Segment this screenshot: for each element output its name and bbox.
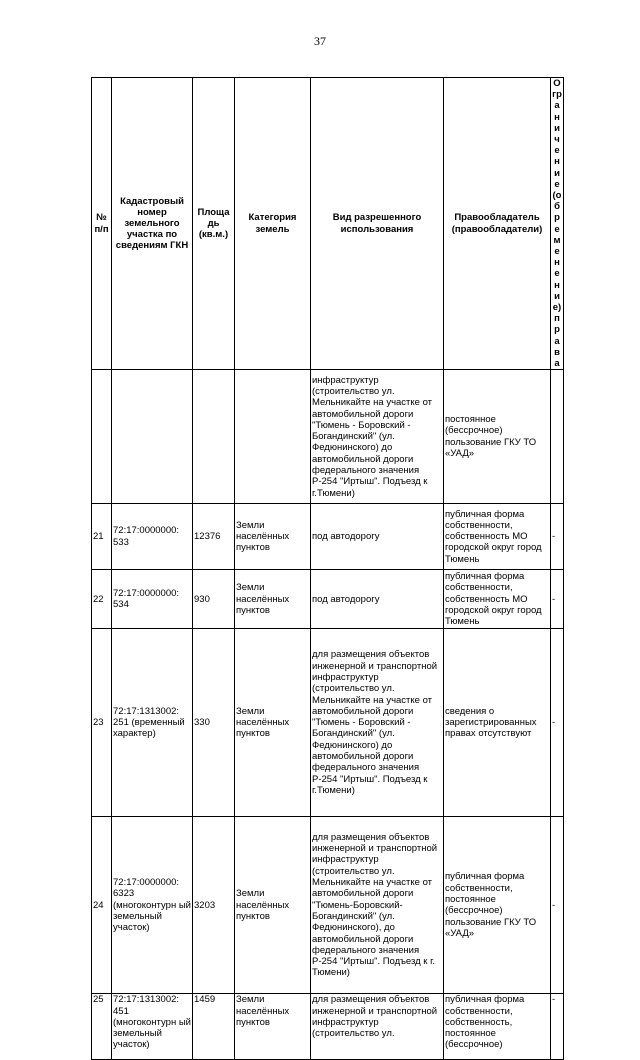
- cell-number: [92, 370, 112, 504]
- cell-cadastral-number: 72:17:1313002: 451 (многоконтурн ый земельный участок): [112, 994, 193, 1060]
- cell-limitation: -: [551, 629, 564, 817]
- cell-permitted-use: под автодорогу: [311, 504, 444, 570]
- cell-land-category: Земли населённых пунктов: [235, 570, 311, 629]
- cell-permitted-use: для размещения объектов инженерной и транспортной инфраструктур (строительство ул. Мельникайте на участке от автомобильной дороги "Тюмень-Боровский-Богандинский" (ул. Федюнинского), до автомобильной дороги федерального значения Р-254 "Иртыш". Подъезд к г. Тюмени): [311, 817, 444, 994]
- cell-limitation: [551, 370, 564, 504]
- cell-number: 25: [92, 994, 112, 1060]
- header-limitation: Ограничени е (обременен ие) права: [552, 78, 562, 370]
- cell-number: 23: [92, 629, 112, 817]
- cell-owner: публичная форма собственности, собственность, постоянное (бессрочное): [444, 994, 551, 1060]
- cell-permitted-use: инфраструктур (строительство ул. Мельникайте на участке от автомобильной дороги "Тюмень - Боровский - Богандинский" (ул. Федюнинского) до автомобильной дороги федерального значения Р-254 "Иртыш". Подъезд к г.Тюмени): [311, 370, 444, 504]
- cell-permitted-use: для размещения объектов инженерной и транспортной инфраструктур (строительство ул. Мельникайте на участке от автомобильной дороги "Тюмень - Боровский - Богандинский" (ул. Федюнинского) до автомобильной дороги федерального значения Р-254 "Иртыш". Подъезд к г.Тюмени): [311, 629, 444, 817]
- header-number: № п/п: [92, 78, 112, 370]
- table-row: [92, 570, 564, 629]
- table-row: [92, 817, 564, 994]
- cell-area: 930: [193, 570, 235, 629]
- header-area: Площа дь (кв.м.): [193, 78, 235, 370]
- cell-area: 330: [193, 629, 235, 817]
- table-row: [92, 370, 564, 504]
- cell-land-category: Земли населённых пунктов: [235, 629, 311, 817]
- cell-permitted-use: для размещения объектов инженерной и транспортной инфраструктур (строительство ул.: [311, 994, 444, 1060]
- cell-area: 12376: [193, 504, 235, 570]
- cell-area: 1459: [193, 994, 235, 1060]
- cell-number: 24: [92, 817, 112, 994]
- land-plots-table: [91, 77, 564, 1060]
- cell-owner: публичная форма собственности, собственность МО городской округ город Тюмень: [444, 570, 551, 629]
- cell-area: [193, 370, 235, 504]
- cell-land-category: [235, 370, 311, 504]
- table-row: [92, 504, 564, 570]
- cell-owner: публичная форма собственности, постоянное (бессрочное) пользование ГКУ ТО «УАД»: [444, 817, 551, 994]
- table-row: [92, 629, 564, 817]
- table-header-row: [92, 78, 564, 370]
- cell-limitation: -: [551, 994, 564, 1060]
- header-permitted-use: Вид разрешенного использования: [311, 78, 444, 370]
- cell-cadastral-number: 72:17:0000000: 533: [112, 504, 193, 570]
- cell-owner: публичная форма собственности, собственность МО городской округ город Тюмень: [444, 504, 551, 570]
- page-number: 37: [314, 34, 326, 48]
- table-row: [92, 994, 564, 1060]
- cell-limitation: -: [551, 817, 564, 994]
- cell-number: 22: [92, 570, 112, 629]
- cell-cadastral-number: 72:17:0000000: 6323 (многоконтурн ый земельный участок): [112, 817, 193, 994]
- cell-land-category: Земли населённых пунктов: [235, 994, 311, 1060]
- header-land-category: Категория земель: [235, 78, 311, 370]
- cell-area: 3203: [193, 817, 235, 994]
- cell-land-category: Земли населённых пунктов: [235, 817, 311, 994]
- cell-limitation: -: [551, 570, 564, 629]
- header-cadastral-number: Кадастровый номер земельного участка по сведениям ГКН: [112, 78, 193, 370]
- cell-cadastral-number: 72:17:0000000: 534: [112, 570, 193, 629]
- cell-cadastral-number: [112, 370, 193, 504]
- cell-limitation: -: [551, 504, 564, 570]
- cell-owner: сведения о зарегистрированных правах отсутствуют: [444, 629, 551, 817]
- cell-owner: постоянное (бессрочное) пользование ГКУ ТО «УАД»: [444, 370, 551, 504]
- cell-land-category: Земли населённых пунктов: [235, 504, 311, 570]
- cell-number: 21: [92, 504, 112, 570]
- cell-permitted-use: под автодорогу: [311, 570, 444, 629]
- header-owner: Правообладатель (правообладатели): [444, 78, 551, 370]
- cell-cadastral-number: 72:17:1313002: 251 (временный характер): [112, 629, 193, 817]
- table-body: [92, 370, 564, 1060]
